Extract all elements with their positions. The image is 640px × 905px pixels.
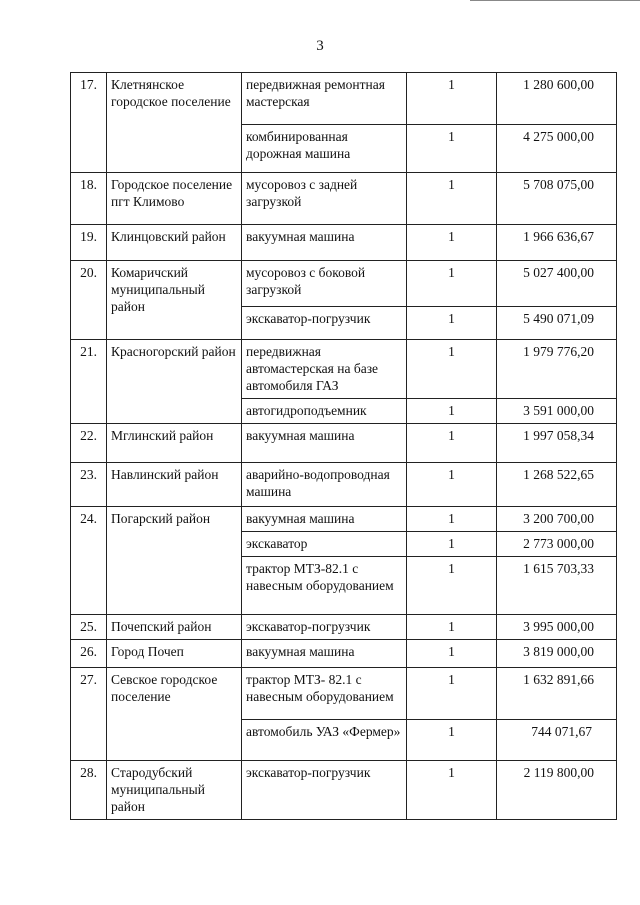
amount: 744 071,67 [497, 720, 617, 761]
district-name: Севское городское поселение [107, 668, 242, 761]
row-number: 25. [71, 615, 107, 640]
equipment-name: автогидроподъемник [242, 399, 407, 424]
amount: 1 632 891,66 [497, 668, 617, 720]
district-name: Клинцовский район [107, 225, 242, 261]
amount: 3 995 000,00 [497, 615, 617, 640]
amount: 1 997 058,34 [497, 424, 617, 463]
district-name: Стародубский муниципальный район [107, 761, 242, 820]
row-number: 23. [71, 463, 107, 507]
equipment-name: передвижная автомастерская на базе автомобиля ГАЗ [242, 340, 407, 399]
table-row [71, 640, 617, 668]
quantity: 1 [407, 173, 497, 225]
table-row [71, 463, 617, 507]
row-number: 20. [71, 261, 107, 340]
equipment-name: вакуумная машина [242, 424, 407, 463]
equipment-name: экскаватор-погрузчик [242, 615, 407, 640]
amount: 1 966 636,67 [497, 225, 617, 261]
district-name: Город Почеп [107, 640, 242, 668]
district-name: Клетнянское городское поселение [107, 73, 242, 173]
quantity: 1 [407, 668, 497, 720]
equipment-name: экскаватор-погрузчик [242, 307, 407, 340]
table-row [71, 615, 617, 640]
table-row [71, 261, 617, 307]
equipment-name: вакуумная машина [242, 640, 407, 668]
equipment-name: вакуумная машина [242, 225, 407, 261]
row-number: 19. [71, 225, 107, 261]
row-number: 24. [71, 507, 107, 615]
equipment-name: передвижная ремонтная мастерская [242, 73, 407, 125]
amount: 1 979 776,20 [497, 340, 617, 399]
table-row [71, 668, 617, 720]
table-row [71, 424, 617, 463]
quantity: 1 [407, 640, 497, 668]
equipment-name: автомобиль УАЗ «Фермер» [242, 720, 407, 761]
equipment-name: трактор МТЗ- 82.1 с навесным оборудованием [242, 668, 407, 720]
quantity: 1 [407, 761, 497, 820]
quantity: 1 [407, 557, 497, 615]
equipment-name: экскаватор [242, 532, 407, 557]
quantity: 1 [407, 125, 497, 173]
amount: 4 275 000,00 [497, 125, 617, 173]
equipment-name: трактор МТЗ-82.1 с навесным оборудованием [242, 557, 407, 615]
district-name: Погарский район [107, 507, 242, 615]
amount: 5 027 400,00 [497, 261, 617, 307]
page-number: 3 [316, 38, 324, 54]
quantity: 1 [407, 307, 497, 340]
amount: 2 119 800,00 [497, 761, 617, 820]
table-row [71, 73, 617, 125]
amount: 5 708 075,00 [497, 173, 617, 225]
district-name: Комаричский муниципальный район [107, 261, 242, 340]
district-name: Мглинский район [107, 424, 242, 463]
amount: 1 615 703,33 [497, 557, 617, 615]
amount: 2 773 000,00 [497, 532, 617, 557]
amount: 3 200 700,00 [497, 507, 617, 532]
row-number: 18. [71, 173, 107, 225]
quantity: 1 [407, 399, 497, 424]
equipment-table [70, 72, 617, 820]
district-name: Городское поселение пгт Климово [107, 173, 242, 225]
quantity: 1 [407, 532, 497, 557]
top-edge-line [470, 0, 640, 1]
equipment-name: мусоровоз с задней загрузкой [242, 173, 407, 225]
row-number: 26. [71, 640, 107, 668]
table-row [71, 225, 617, 261]
equipment-name: экскаватор-погрузчик [242, 761, 407, 820]
row-number: 17. [71, 73, 107, 173]
row-number: 22. [71, 424, 107, 463]
district-name: Красногорский район [107, 340, 242, 424]
amount: 3 591 000,00 [497, 399, 617, 424]
amount: 3 819 000,00 [497, 640, 617, 668]
table-row [71, 340, 617, 399]
quantity: 1 [407, 720, 497, 761]
table-row [71, 507, 617, 532]
quantity: 1 [407, 73, 497, 125]
quantity: 1 [407, 424, 497, 463]
district-name: Почепский район [107, 615, 242, 640]
row-number: 27. [71, 668, 107, 761]
equipment-name: мусоровоз с боковой загрузкой [242, 261, 407, 307]
equipment-name: аварийно-водопроводная машина [242, 463, 407, 507]
district-name: Навлинский район [107, 463, 242, 507]
equipment-name: комбинированная дорожная машина [242, 125, 407, 173]
row-number: 21. [71, 340, 107, 424]
quantity: 1 [407, 507, 497, 532]
row-number: 28. [71, 761, 107, 820]
table-row [71, 761, 617, 820]
amount: 1 280 600,00 [497, 73, 617, 125]
quantity: 1 [407, 340, 497, 399]
quantity: 1 [407, 261, 497, 307]
quantity: 1 [407, 225, 497, 261]
quantity: 1 [407, 463, 497, 507]
amount: 1 268 522,65 [497, 463, 617, 507]
amount: 5 490 071,09 [497, 307, 617, 340]
table-row [71, 173, 617, 225]
quantity: 1 [407, 615, 497, 640]
equipment-name: вакуумная машина [242, 507, 407, 532]
